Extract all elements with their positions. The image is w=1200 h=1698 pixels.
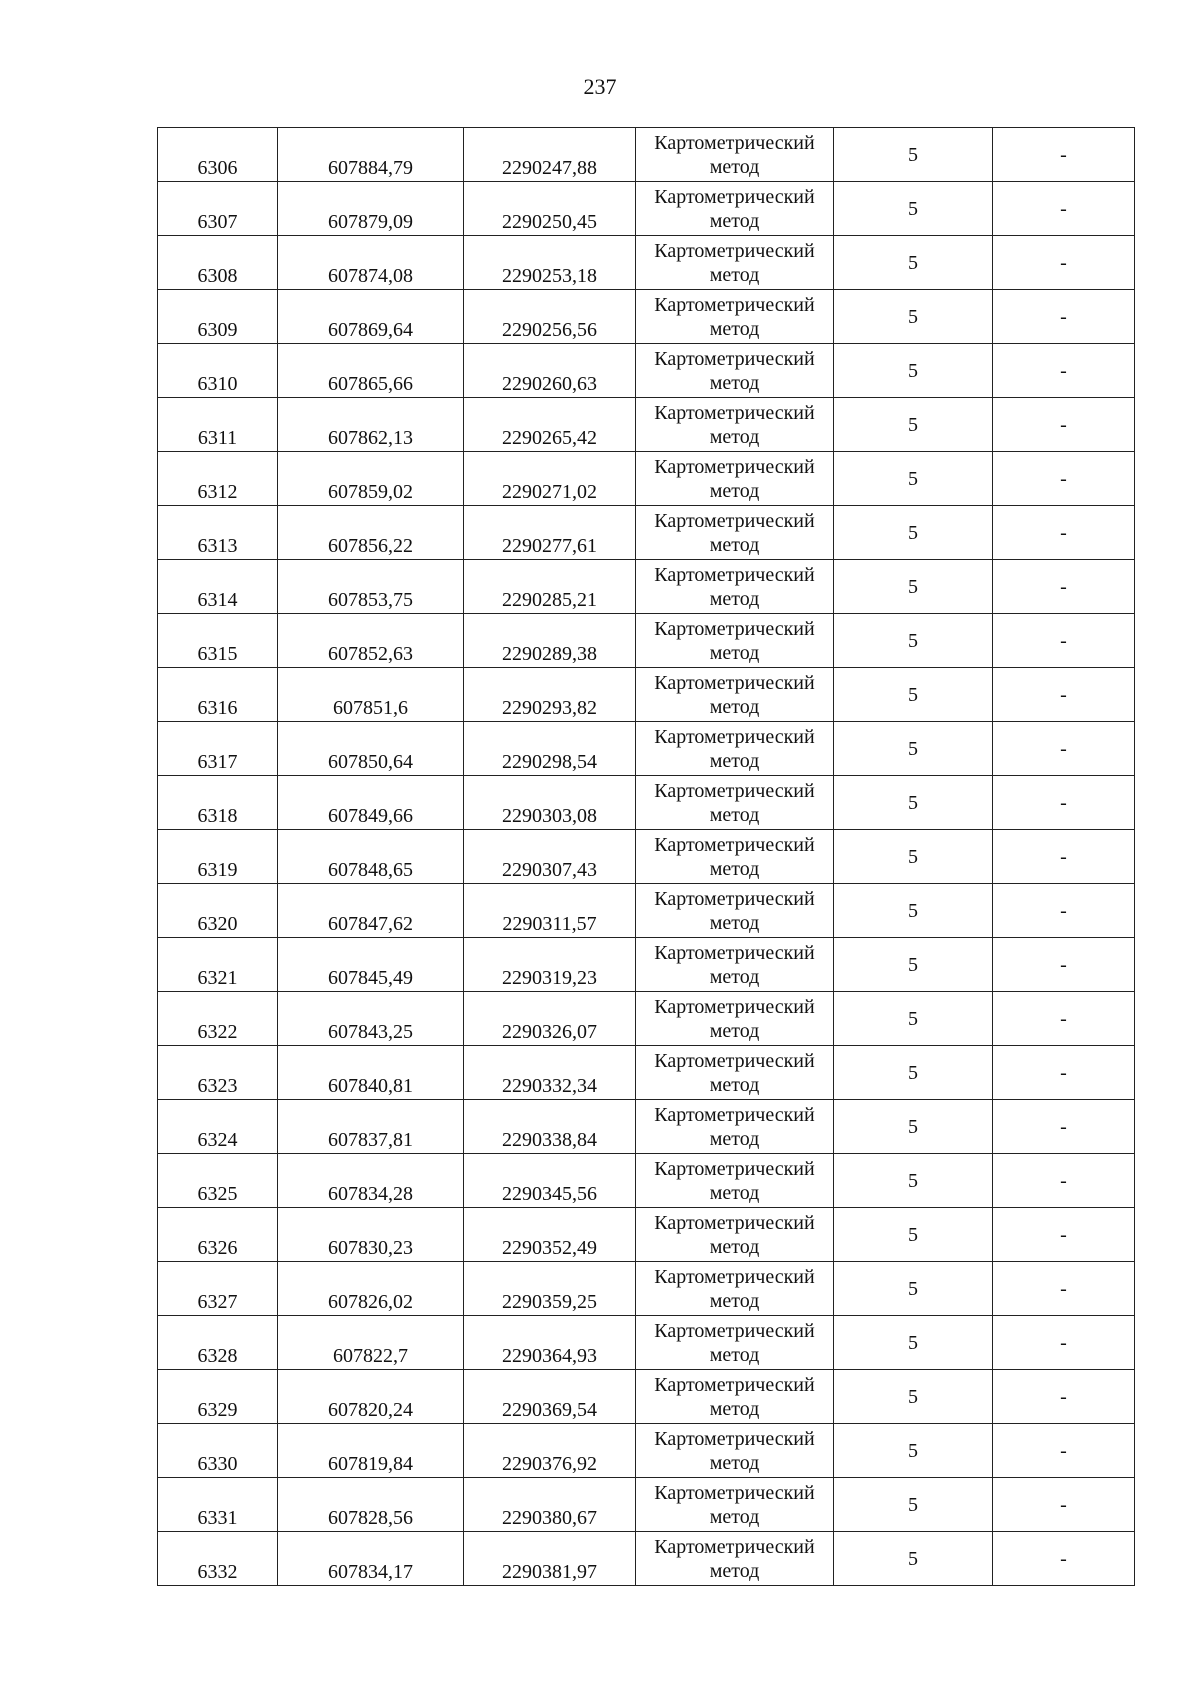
accuracy-cell: 5 xyxy=(834,614,993,668)
description-cell: - xyxy=(993,452,1135,506)
method-text: Картометрический метод xyxy=(654,671,815,718)
point-number-cell: 6323 xyxy=(158,1046,278,1100)
method-cell xyxy=(636,722,834,776)
table-row xyxy=(158,1154,1135,1208)
x-coordinate-cell: 607865,66 xyxy=(278,344,464,398)
x-coordinate-cell: 607822,7 xyxy=(278,1316,464,1370)
x-coordinate-cell: 607834,17 xyxy=(278,1532,464,1586)
point-number-cell: 6314 xyxy=(158,560,278,614)
x-coordinate-cell: 607869,64 xyxy=(278,290,464,344)
description-cell: - xyxy=(993,506,1135,560)
point-number-cell: 6328 xyxy=(158,1316,278,1370)
table-row xyxy=(158,1262,1135,1316)
x-coordinate-cell: 607820,24 xyxy=(278,1370,464,1424)
method-text: Картометрический метод xyxy=(654,1535,815,1582)
point-number-cell: 6308 xyxy=(158,236,278,290)
y-coordinate-cell: 2290369,54 xyxy=(464,1370,636,1424)
description-cell: - xyxy=(993,398,1135,452)
y-coordinate-cell: 2290289,38 xyxy=(464,614,636,668)
x-coordinate-cell: 607859,02 xyxy=(278,452,464,506)
method-text: Картометрический метод xyxy=(654,239,815,286)
description-cell: - xyxy=(993,1046,1135,1100)
x-coordinate-cell: 607884,79 xyxy=(278,128,464,182)
table-row xyxy=(158,1370,1135,1424)
description-cell: - xyxy=(993,1532,1135,1586)
method-text: Картометрический метод xyxy=(654,185,815,232)
point-number-cell: 6321 xyxy=(158,938,278,992)
table-row xyxy=(158,236,1135,290)
description-cell: - xyxy=(993,992,1135,1046)
method-text: Картометрический метод xyxy=(654,1211,815,1258)
method-text: Картометрический метод xyxy=(654,1373,815,1420)
method-text: Картометрический метод xyxy=(654,1157,815,1204)
point-number-cell: 6320 xyxy=(158,884,278,938)
method-cell xyxy=(636,1424,834,1478)
accuracy-cell: 5 xyxy=(834,1154,993,1208)
method-text: Картометрический метод xyxy=(654,1427,815,1474)
description-cell: - xyxy=(993,236,1135,290)
method-text: Картометрический метод xyxy=(654,725,815,772)
y-coordinate-cell: 2290277,61 xyxy=(464,506,636,560)
method-cell xyxy=(636,776,834,830)
table-row xyxy=(158,452,1135,506)
y-coordinate-cell: 2290319,23 xyxy=(464,938,636,992)
y-coordinate-cell: 2290326,07 xyxy=(464,992,636,1046)
description-cell: - xyxy=(993,1478,1135,1532)
table-row xyxy=(158,1208,1135,1262)
method-cell xyxy=(636,614,834,668)
method-text: Картометрический метод xyxy=(654,941,815,988)
point-number-cell: 6306 xyxy=(158,128,278,182)
x-coordinate-cell: 607830,23 xyxy=(278,1208,464,1262)
method-text: Картометрический метод xyxy=(654,617,815,664)
accuracy-cell: 5 xyxy=(834,1100,993,1154)
accuracy-cell: 5 xyxy=(834,1046,993,1100)
method-cell xyxy=(636,506,834,560)
point-number-cell: 6325 xyxy=(158,1154,278,1208)
point-number-cell: 6317 xyxy=(158,722,278,776)
y-coordinate-cell: 2290307,43 xyxy=(464,830,636,884)
method-cell xyxy=(636,884,834,938)
point-number-cell: 6319 xyxy=(158,830,278,884)
y-coordinate-cell: 2290271,02 xyxy=(464,452,636,506)
table-row xyxy=(158,1316,1135,1370)
description-cell: - xyxy=(993,668,1135,722)
y-coordinate-cell: 2290285,21 xyxy=(464,560,636,614)
y-coordinate-cell: 2290364,93 xyxy=(464,1316,636,1370)
accuracy-cell: 5 xyxy=(834,398,993,452)
accuracy-cell: 5 xyxy=(834,128,993,182)
accuracy-cell: 5 xyxy=(834,992,993,1046)
point-number-cell: 6316 xyxy=(158,668,278,722)
method-text: Картометрический метод xyxy=(654,779,815,826)
method-text: Картометрический метод xyxy=(654,833,815,880)
accuracy-cell: 5 xyxy=(834,1532,993,1586)
method-text: Картометрический метод xyxy=(654,401,815,448)
table-row xyxy=(158,776,1135,830)
table-row xyxy=(158,992,1135,1046)
description-cell: - xyxy=(993,776,1135,830)
accuracy-cell: 5 xyxy=(834,290,993,344)
point-number-cell: 6332 xyxy=(158,1532,278,1586)
description-cell: - xyxy=(993,1154,1135,1208)
table-row xyxy=(158,182,1135,236)
y-coordinate-cell: 2290303,08 xyxy=(464,776,636,830)
table-row xyxy=(158,1478,1135,1532)
description-cell: - xyxy=(993,1424,1135,1478)
x-coordinate-cell: 607826,02 xyxy=(278,1262,464,1316)
method-cell xyxy=(636,1154,834,1208)
y-coordinate-cell: 2290352,49 xyxy=(464,1208,636,1262)
coordinates-table xyxy=(157,127,1135,1586)
point-number-cell: 6310 xyxy=(158,344,278,398)
y-coordinate-cell: 2290345,56 xyxy=(464,1154,636,1208)
method-text: Картометрический метод xyxy=(654,1265,815,1312)
table-row xyxy=(158,938,1135,992)
accuracy-cell: 5 xyxy=(834,1208,993,1262)
table-row xyxy=(158,1532,1135,1586)
x-coordinate-cell: 607879,09 xyxy=(278,182,464,236)
accuracy-cell: 5 xyxy=(834,1316,993,1370)
x-coordinate-cell: 607837,81 xyxy=(278,1100,464,1154)
accuracy-cell: 5 xyxy=(834,560,993,614)
table-row xyxy=(158,830,1135,884)
accuracy-cell: 5 xyxy=(834,776,993,830)
table-row xyxy=(158,884,1135,938)
y-coordinate-cell: 2290253,18 xyxy=(464,236,636,290)
accuracy-cell: 5 xyxy=(834,884,993,938)
point-number-cell: 6309 xyxy=(158,290,278,344)
table-row xyxy=(158,128,1135,182)
method-cell xyxy=(636,668,834,722)
table-row xyxy=(158,506,1135,560)
table-row xyxy=(158,614,1135,668)
y-coordinate-cell: 2290381,97 xyxy=(464,1532,636,1586)
method-cell xyxy=(636,1262,834,1316)
y-coordinate-cell: 2290380,67 xyxy=(464,1478,636,1532)
accuracy-cell: 5 xyxy=(834,506,993,560)
point-number-cell: 6329 xyxy=(158,1370,278,1424)
accuracy-cell: 5 xyxy=(834,236,993,290)
point-number-cell: 6318 xyxy=(158,776,278,830)
point-number-cell: 6315 xyxy=(158,614,278,668)
method-cell xyxy=(636,452,834,506)
accuracy-cell: 5 xyxy=(834,1262,993,1316)
point-number-cell: 6307 xyxy=(158,182,278,236)
x-coordinate-cell: 607856,22 xyxy=(278,506,464,560)
method-cell xyxy=(636,290,834,344)
description-cell: - xyxy=(993,614,1135,668)
table-row xyxy=(158,560,1135,614)
description-cell: - xyxy=(993,830,1135,884)
x-coordinate-cell: 607874,08 xyxy=(278,236,464,290)
y-coordinate-cell: 2290359,25 xyxy=(464,1262,636,1316)
x-coordinate-cell: 607843,25 xyxy=(278,992,464,1046)
accuracy-cell: 5 xyxy=(834,344,993,398)
x-coordinate-cell: 607849,66 xyxy=(278,776,464,830)
method-text: Картометрический метод xyxy=(654,1481,815,1528)
method-text: Картометрический метод xyxy=(654,293,815,340)
y-coordinate-cell: 2290265,42 xyxy=(464,398,636,452)
description-cell: - xyxy=(993,290,1135,344)
accuracy-cell: 5 xyxy=(834,182,993,236)
method-cell xyxy=(636,1208,834,1262)
method-cell xyxy=(636,938,834,992)
x-coordinate-cell: 607852,63 xyxy=(278,614,464,668)
method-text: Картометрический метод xyxy=(654,131,815,178)
y-coordinate-cell: 2290298,54 xyxy=(464,722,636,776)
x-coordinate-cell: 607840,81 xyxy=(278,1046,464,1100)
description-cell: - xyxy=(993,344,1135,398)
method-cell xyxy=(636,236,834,290)
method-text: Картометрический метод xyxy=(654,1049,815,1096)
accuracy-cell: 5 xyxy=(834,1478,993,1532)
x-coordinate-cell: 607845,49 xyxy=(278,938,464,992)
description-cell: - xyxy=(993,560,1135,614)
method-cell xyxy=(636,128,834,182)
method-cell xyxy=(636,344,834,398)
x-coordinate-cell: 607847,62 xyxy=(278,884,464,938)
accuracy-cell: 5 xyxy=(834,1424,993,1478)
y-coordinate-cell: 2290311,57 xyxy=(464,884,636,938)
x-coordinate-cell: 607851,6 xyxy=(278,668,464,722)
method-cell xyxy=(636,560,834,614)
coordinates-table-body xyxy=(158,128,1135,1586)
table-row xyxy=(158,1100,1135,1154)
y-coordinate-cell: 2290293,82 xyxy=(464,668,636,722)
point-number-cell: 6312 xyxy=(158,452,278,506)
point-number-cell: 6330 xyxy=(158,1424,278,1478)
method-cell xyxy=(636,1046,834,1100)
method-text: Картометрический метод xyxy=(654,1103,815,1150)
y-coordinate-cell: 2290376,92 xyxy=(464,1424,636,1478)
table-row xyxy=(158,1046,1135,1100)
description-cell: - xyxy=(993,182,1135,236)
method-cell xyxy=(636,830,834,884)
method-cell xyxy=(636,992,834,1046)
y-coordinate-cell: 2290260,63 xyxy=(464,344,636,398)
y-coordinate-cell: 2290250,45 xyxy=(464,182,636,236)
x-coordinate-cell: 607850,64 xyxy=(278,722,464,776)
point-number-cell: 6324 xyxy=(158,1100,278,1154)
table-row xyxy=(158,1424,1135,1478)
point-number-cell: 6311 xyxy=(158,398,278,452)
y-coordinate-cell: 2290338,84 xyxy=(464,1100,636,1154)
method-cell xyxy=(636,1370,834,1424)
x-coordinate-cell: 607853,75 xyxy=(278,560,464,614)
table-row xyxy=(158,398,1135,452)
accuracy-cell: 5 xyxy=(834,830,993,884)
description-cell: - xyxy=(993,1316,1135,1370)
method-cell xyxy=(636,182,834,236)
point-number-cell: 6331 xyxy=(158,1478,278,1532)
table-row xyxy=(158,290,1135,344)
point-number-cell: 6326 xyxy=(158,1208,278,1262)
table-row xyxy=(158,344,1135,398)
description-cell: - xyxy=(993,938,1135,992)
table-row xyxy=(158,668,1135,722)
description-cell: - xyxy=(993,1100,1135,1154)
method-text: Картометрический метод xyxy=(654,347,815,394)
method-cell xyxy=(636,1316,834,1370)
page-number: 237 xyxy=(583,74,617,99)
method-text: Картометрический метод xyxy=(654,887,815,934)
method-text: Картометрический метод xyxy=(654,455,815,502)
y-coordinate-cell: 2290256,56 xyxy=(464,290,636,344)
description-cell: - xyxy=(993,884,1135,938)
accuracy-cell: 5 xyxy=(834,722,993,776)
method-text: Картометрический метод xyxy=(654,1319,815,1366)
description-cell: - xyxy=(993,1370,1135,1424)
y-coordinate-cell: 2290332,34 xyxy=(464,1046,636,1100)
accuracy-cell: 5 xyxy=(834,668,993,722)
description-cell: - xyxy=(993,128,1135,182)
method-text: Картометрический метод xyxy=(654,563,815,610)
method-text: Картометрический метод xyxy=(654,995,815,1042)
method-cell xyxy=(636,398,834,452)
x-coordinate-cell: 607828,56 xyxy=(278,1478,464,1532)
method-cell xyxy=(636,1100,834,1154)
accuracy-cell: 5 xyxy=(834,938,993,992)
method-cell xyxy=(636,1532,834,1586)
y-coordinate-cell: 2290247,88 xyxy=(464,128,636,182)
description-cell: - xyxy=(993,1208,1135,1262)
x-coordinate-cell: 607862,13 xyxy=(278,398,464,452)
x-coordinate-cell: 607848,65 xyxy=(278,830,464,884)
accuracy-cell: 5 xyxy=(834,452,993,506)
point-number-cell: 6327 xyxy=(158,1262,278,1316)
point-number-cell: 6322 xyxy=(158,992,278,1046)
x-coordinate-cell: 607819,84 xyxy=(278,1424,464,1478)
description-cell: - xyxy=(993,1262,1135,1316)
point-number-cell: 6313 xyxy=(158,506,278,560)
description-cell: - xyxy=(993,722,1135,776)
method-text: Картометрический метод xyxy=(654,509,815,556)
accuracy-cell: 5 xyxy=(834,1370,993,1424)
x-coordinate-cell: 607834,28 xyxy=(278,1154,464,1208)
method-cell xyxy=(636,1478,834,1532)
table-row xyxy=(158,722,1135,776)
